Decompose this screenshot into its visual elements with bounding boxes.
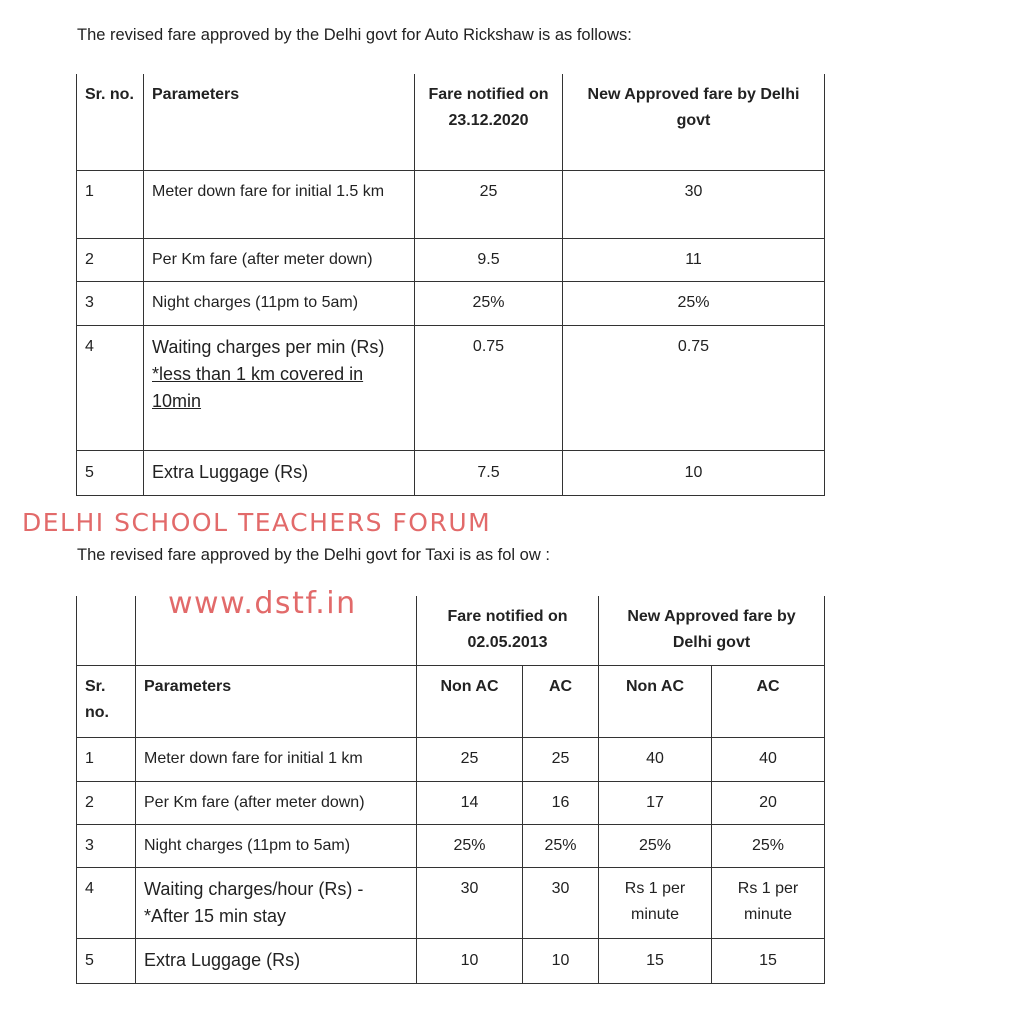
header-new-fare-group: New Approved fare by Delhi govt — [599, 596, 825, 665]
cell-new: 30 — [563, 170, 825, 238]
cell-param: Meter down fare for initial 1.5 km — [144, 170, 415, 238]
cell-value: 10 — [417, 938, 523, 983]
table-row — [77, 781, 825, 824]
table-row — [77, 824, 825, 867]
cell-new: 11 — [563, 238, 825, 281]
auto-fare-table — [76, 74, 825, 496]
cell-old: 25% — [415, 281, 563, 325]
cell-param: Extra Luggage (Rs) — [136, 938, 417, 983]
cell-new: 10 — [563, 450, 825, 495]
cell-old: 25 — [415, 170, 563, 238]
table-row — [77, 281, 825, 325]
cell-param: Per Km fare (after meter down) — [144, 238, 415, 281]
cell-value: 25% — [712, 824, 825, 867]
cell-sr: 2 — [77, 238, 144, 281]
header-old-fare: Fare notified on 23.12.2020 — [415, 74, 563, 170]
cell-value: 30 — [523, 867, 599, 938]
cell-sr: 5 — [77, 450, 144, 495]
cell-sr: 4 — [77, 867, 136, 938]
table-row — [77, 867, 825, 938]
table-row — [77, 238, 825, 281]
cell-value: 25% — [523, 824, 599, 867]
cell-value: 20 — [712, 781, 825, 824]
taxi-fare-table — [76, 596, 825, 984]
table-row — [77, 737, 825, 781]
auto-intro: The revised fare approved by the Delhi govt for Auto Rickshaw is as follows: — [77, 26, 632, 44]
cell-value: Rs 1 per minute — [712, 867, 825, 938]
header-new-ac: AC — [712, 665, 825, 737]
cell-value: 40 — [712, 737, 825, 781]
cell-value: 25 — [417, 737, 523, 781]
watermark-url: www.dstf.in — [168, 586, 357, 621]
header-parameters: Parameters — [144, 74, 415, 170]
cell-param: Extra Luggage (Rs) — [144, 450, 415, 495]
table-row — [77, 938, 825, 983]
cell-sr: 3 — [77, 281, 144, 325]
cell-value: 15 — [712, 938, 825, 983]
cell-value: 25% — [599, 824, 712, 867]
cell-sr: 3 — [77, 824, 136, 867]
cell-new: 25% — [563, 281, 825, 325]
table-row — [77, 450, 825, 495]
cell-param: Night charges (11pm to 5am) — [136, 824, 417, 867]
taxi-intro: The revised fare approved by the Delhi govt for Taxi is as fol ow : — [77, 546, 550, 564]
cell-old: 9.5 — [415, 238, 563, 281]
header-parameters: Parameters — [136, 665, 417, 737]
cell-new: 0.75 — [563, 325, 825, 450]
table-row — [77, 325, 825, 450]
cell-sr: 2 — [77, 781, 136, 824]
header-empty — [77, 596, 136, 665]
cell-value: 15 — [599, 938, 712, 983]
cell-value: 25% — [417, 824, 523, 867]
cell-value: 16 — [523, 781, 599, 824]
header-old-fare-group: Fare notified on 02.05.2013 — [417, 596, 599, 665]
param-text: Waiting charges per min (Rs) — [152, 336, 385, 357]
cell-param — [144, 325, 415, 450]
cell-value: 30 — [417, 867, 523, 938]
table-row — [77, 170, 825, 238]
cell-value: Rs 1 per minute — [599, 867, 712, 938]
param-note: *less than 1 km covered in 10min — [152, 363, 364, 411]
header-sr: Sr. no. — [77, 74, 144, 170]
watermark-title: DELHI SCHOOL TEACHERS FORUM — [22, 508, 492, 537]
header-old-ac: AC — [523, 665, 599, 737]
header-sr: Sr. no. — [77, 665, 136, 737]
header-old-nonac: Non AC — [417, 665, 523, 737]
cell-sr: 1 — [77, 737, 136, 781]
cell-old: 7.5 — [415, 450, 563, 495]
cell-old: 0.75 — [415, 325, 563, 450]
header-new-fare: New Approved fare by Delhi govt — [563, 74, 825, 170]
cell-param: Night charges (11pm to 5am) — [144, 281, 415, 325]
cell-value: 10 — [523, 938, 599, 983]
cell-param: Waiting charges/hour (Rs) - *After 15 min stay — [136, 867, 417, 938]
cell-value: 14 — [417, 781, 523, 824]
header-new-nonac: Non AC — [599, 665, 712, 737]
cell-param: Per Km fare (after meter down) — [136, 781, 417, 824]
cell-value: 17 — [599, 781, 712, 824]
cell-param: Meter down fare for initial 1 km — [136, 737, 417, 781]
cell-sr: 5 — [77, 938, 136, 983]
cell-value: 25 — [523, 737, 599, 781]
cell-sr: 4 — [77, 325, 144, 450]
cell-sr: 1 — [77, 170, 144, 238]
cell-value: 40 — [599, 737, 712, 781]
